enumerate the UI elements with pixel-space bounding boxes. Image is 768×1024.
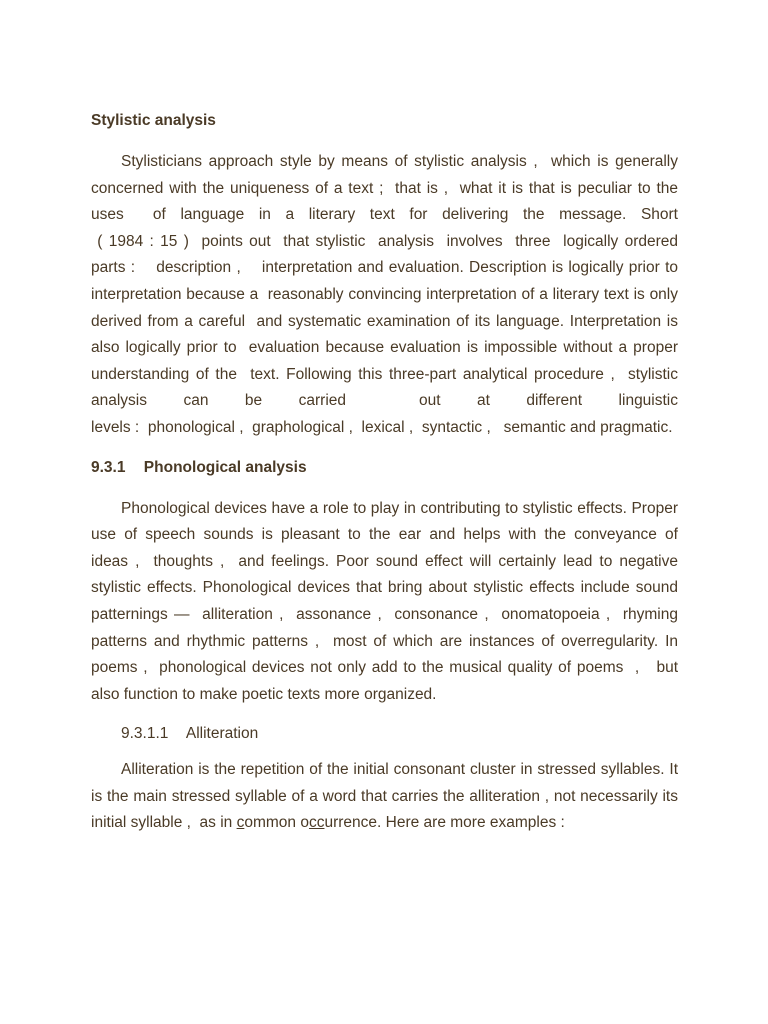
alliteration-text: Alliteration is the repetition of the initial consonant cluster in stressed syllables. It is the main stressed syllable of a word that carries the alliteration , not necessarily its initial syllable , as in xyxy=(91,761,678,832)
underlined-letters: cc xyxy=(308,814,325,832)
section-title: Stylistic analysis xyxy=(91,112,216,129)
subsection-number: 9.3.1 xyxy=(91,458,126,476)
phonological-paragraph: Phonological devices have a role to play in contributing to stylistic effects. Proper use of speech sounds is pleasant to the ear and helps with the conveyance of ideas , thoughts , and feelings. Poor sound effect will certainly lead to negative stylistic effects. Phonological devices that bring about stylistic effects include sound patternings — alliteration , assonance , consonance , onomatopoeia , rhyming patterns and rhythmic patterns , most of which are instances of overregularity. In poems , phonological devices not only add to the musical quality of poems , but also function to make poetic texts more organized. xyxy=(91,499,678,703)
example-word-part: ommon o xyxy=(244,814,309,832)
subsection-heading xyxy=(91,455,678,481)
underlined-letters: c xyxy=(236,814,245,832)
sub-subsection-heading xyxy=(121,721,678,747)
sub-subsection-title: Alliteration xyxy=(185,725,259,743)
subsection-title: Phonological analysis xyxy=(143,458,307,476)
example-word-part: urrence. Here are more examples : xyxy=(324,814,565,832)
alliteration-paragraph xyxy=(91,757,678,837)
sub-subsection-number: 9.3.1.1 xyxy=(121,725,169,743)
intro-paragraph: Stylisticians approach style by means of stylistic analysis , which is generally concerned with the uniqueness of a text ; that is , what it is that is peculiar to the uses of language in a literary text for delivering the message. Short ( 1984 : 15 ) points out that stylistic analysis involves three logically ordered parts : description , interpretation and evaluation. Description is logically prior to interpretation because a reasonably convincing interpretation of a literary text is only derived from a careful and systematic examination of its language. Interpretation is also logically prior to evaluation because evaluation is impossible without a proper understanding of the text. Following this three-part analytical procedure , stylistic analysis can be carried out at different linguistic levels : phonological , graphological , lexical , syntactic , semantic and pragmatic. xyxy=(91,153,678,436)
